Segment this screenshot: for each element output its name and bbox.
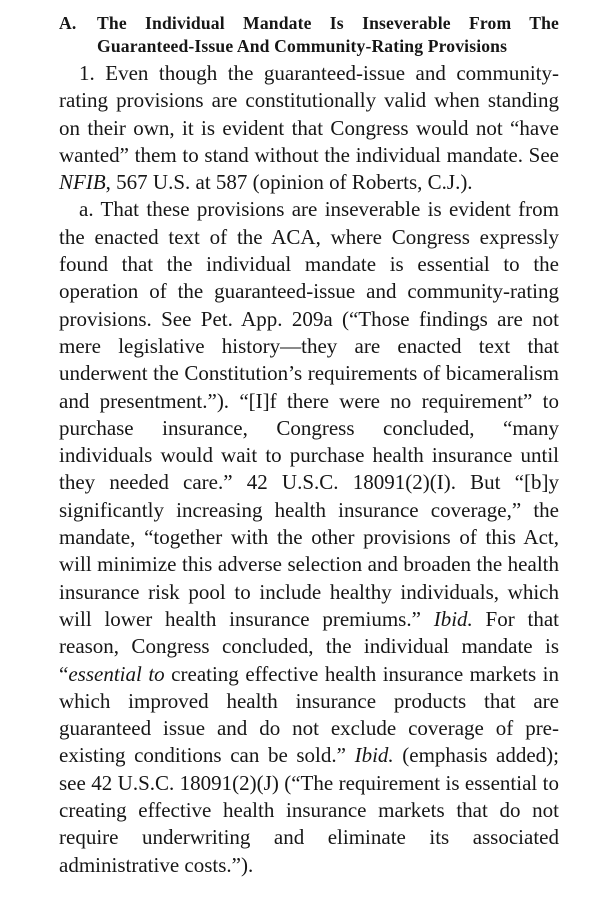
ibid-citation-1: Ibid. xyxy=(433,606,473,631)
document-page xyxy=(59,12,559,879)
paragraph-1 xyxy=(59,60,559,196)
section-letter: A. xyxy=(59,13,77,33)
heading-line-1: The Individual Mandate Is Inseverable From The xyxy=(97,13,559,33)
p1-text-2: , 567 U.S. at 587 (opinion of Roberts, C.J.). xyxy=(105,170,473,195)
pa-text-1: a. That these provisions are inseverable is evident from the enacted text of the ACA, where Congress expressly found that the individual mandate is essential to the operation of the guaranteed-issue and community-rating provisions. See Pet. App. 209a (“Those findings are not mere legislative history—they are enacted text that underwent the Constitution’s requirements of bicameralism and presentment.”). “[I]f there were no requirement” to purchase insurance, Congress concluded, “many individuals would wait to purchase health insurance until they needed care.” 42 U.S.C. 18091(2)(I). But “[b]y significantly increasing health insurance coverage,” the mandate, “together with the other provisions of this Act, will minimize this adverse selection and broaden the health insurance risk pool to include healthy individuals, which will lower health insurance premiums.” xyxy=(59,197,559,631)
pa-text-4: (emphasis added); see 42 U.S.C. 18091(2)(J) (“The requirement is essential to creating effective health insurance markets that do not require underwriting and eliminate its associated administrative costs.”). xyxy=(59,743,559,877)
emphasized-phrase: essential to xyxy=(68,661,165,686)
p1-text-1: 1. Even though the guaranteed-issue and community-rating provisions are constitutionally valid when standing on their own, it is evident that Congress would not “have wanted” them to stand without the individual mandate. See xyxy=(59,61,559,167)
pa-text-2: For that reason, Congress concluded, the individual mandate is “ xyxy=(59,606,559,686)
section-heading xyxy=(59,12,559,58)
ibid-citation-2: Ibid. xyxy=(354,743,394,768)
pa-text-3: creating effective health insurance markets in which improved health insurance products that are guaranteed issue and do not exclude coverage of pre-existing conditions can be sold.” xyxy=(59,661,559,768)
case-citation: NFIB xyxy=(59,170,106,195)
heading-line-2: Guaranteed-Issue And Community-Rating Provisions xyxy=(97,36,508,56)
paragraph-a xyxy=(59,196,559,878)
